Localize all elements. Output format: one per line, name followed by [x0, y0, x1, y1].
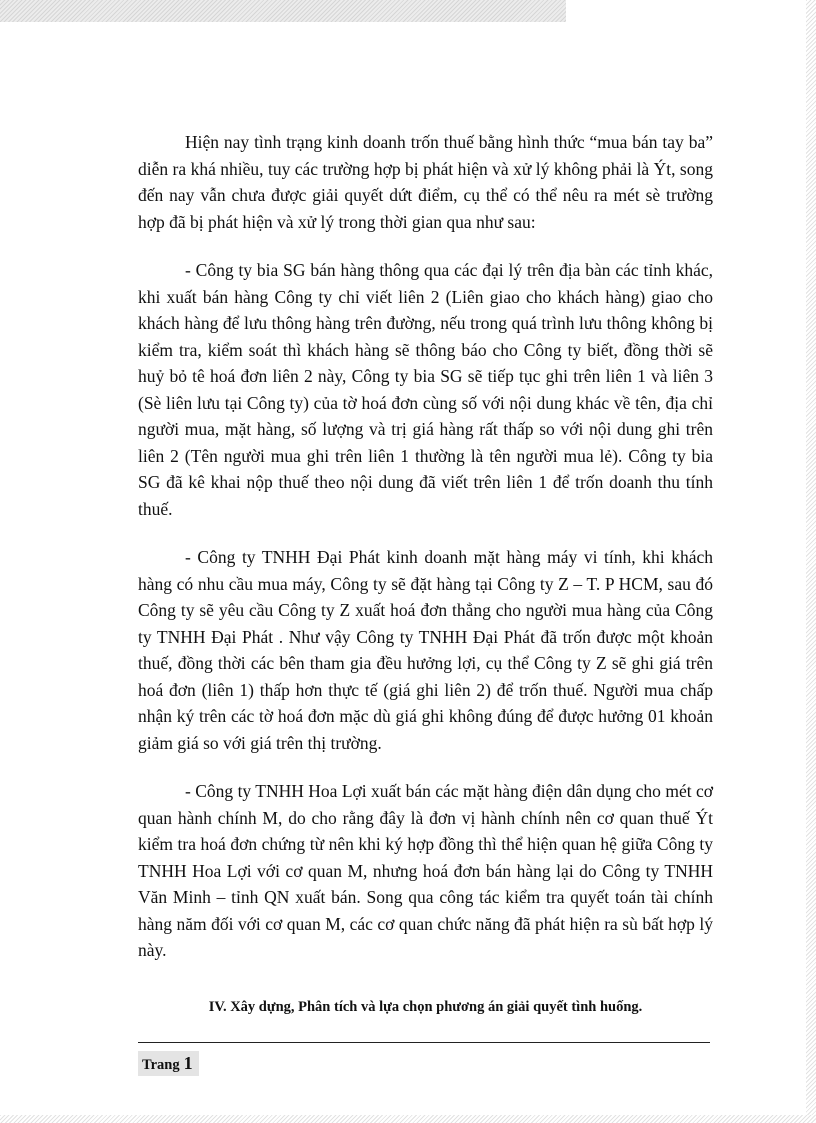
header-shading-band: [0, 0, 566, 22]
paragraph-case-dai-phat: - Công ty TNHH Đại Phát kinh doanh mặt hàng máy vi tính, khi khách hàng có nhu cầu mua máy, Công ty sẽ đặt hàng tại Công ty Z – T. P HCM, sau đó Công ty sẽ yêu cầu Công ty Z xuất hoá đơn thẳng cho người mua hàng của Công ty TNHH Đại Phát . Như vậy Công ty TNHH Đại Phát đã trốn được một khoản thuế, đồng thời các bên tham gia đều hưởng lợi, cụ thể Công ty Z sẽ ghi giá trên hoá đơn (liên 1) thấp hơn thực tế (giá ghi liên 2) để trốn thuế. Người mua chấp nhận ký trên các tờ hoá đơn mặc dù giá ghi không đúng để được hưởng 01 khoản giảm giá so với giá trên thị trường.: [138, 547, 713, 753]
page-number-label: [138, 1051, 199, 1076]
paragraph-intro: Hiện nay tình trạng kinh doanh trốn thuế bằng hình thức “mua bán tay ba” diễn ra khá nhiều, tuy các trường hợp bị phát hiện và xử lý không phải là Ýt, song đến nay vẫn chưa được giải quyết dứt điểm, cụ thể có thể nêu ra mét sè trường hợp đã bị phát hiện và xử lý trong thời gian qua như sau:: [138, 132, 713, 232]
paragraph-case-hoa-loi: - Công ty TNHH Hoa Lợi xuất bán các mặt hàng điện dân dụng cho mét cơ quan hành chính M, do cho rằng đây là đơn vị hành chính nên cơ quan thuế Ýt kiểm tra hoá đơn chứng từ nên khi ký hợp đồng thì thể hiện quan hệ giữa Công ty TNHH Hoa Lợi với cơ quan M, nhưng hoá đơn bán hàng lại do Công ty TNHH Văn Minh – tỉnh QN xuất bán. Song qua công tác kiểm tra quyết toán tài chính hàng năm đối với cơ quan M, các cơ quan chức năng đã phát hiện ra sù bất hợp lý này.: [138, 781, 713, 960]
document-body: [138, 129, 713, 986]
footer-divider: [138, 1042, 710, 1043]
paragraph-case-bia-sg: - Công ty bia SG bán hàng thông qua các đại lý trên địa bàn các tỉnh khác, khi xuất bán hàng Công ty chỉ viết liên 2 (Liên giao cho khách hàng) giao cho khách hàng để lưu thông hàng trên đường, nếu trong quá trình lưu thông không bị kiểm tra, kiểm soát thì khách hàng sẽ thông báo cho Công ty biết, đồng thời sẽ huỷ bỏ tê hoá đơn liên 2 này, Công ty bia SG sẽ tiếp tục ghi trên liên 1 và liên 3 (Sè liên lưu tại Công ty) của tờ hoá đơn cùng số với nội dung khác về tên, địa chỉ người mua, mặt hàng, số lượng và trị giá hàng rất thấp so với nội dung ghi trên liên 2 (Tên người mua ghi trên liên 1 thường là tên người mua lẻ). Công ty bia SG đã kê khai nộp thuế theo nội dung đã viết trên liên 1 để trốn doanh thu tính thuế.: [138, 260, 713, 519]
section-heading: IV. Xây dựng, Phân tích và lựa chọn phương án giải quyết tình huống.: [208, 999, 643, 1015]
page-number: 1: [183, 1053, 193, 1073]
right-edge-shading: [806, 0, 816, 1123]
page-word: Trang: [142, 1057, 180, 1073]
bottom-edge-shading: [0, 1115, 816, 1123]
